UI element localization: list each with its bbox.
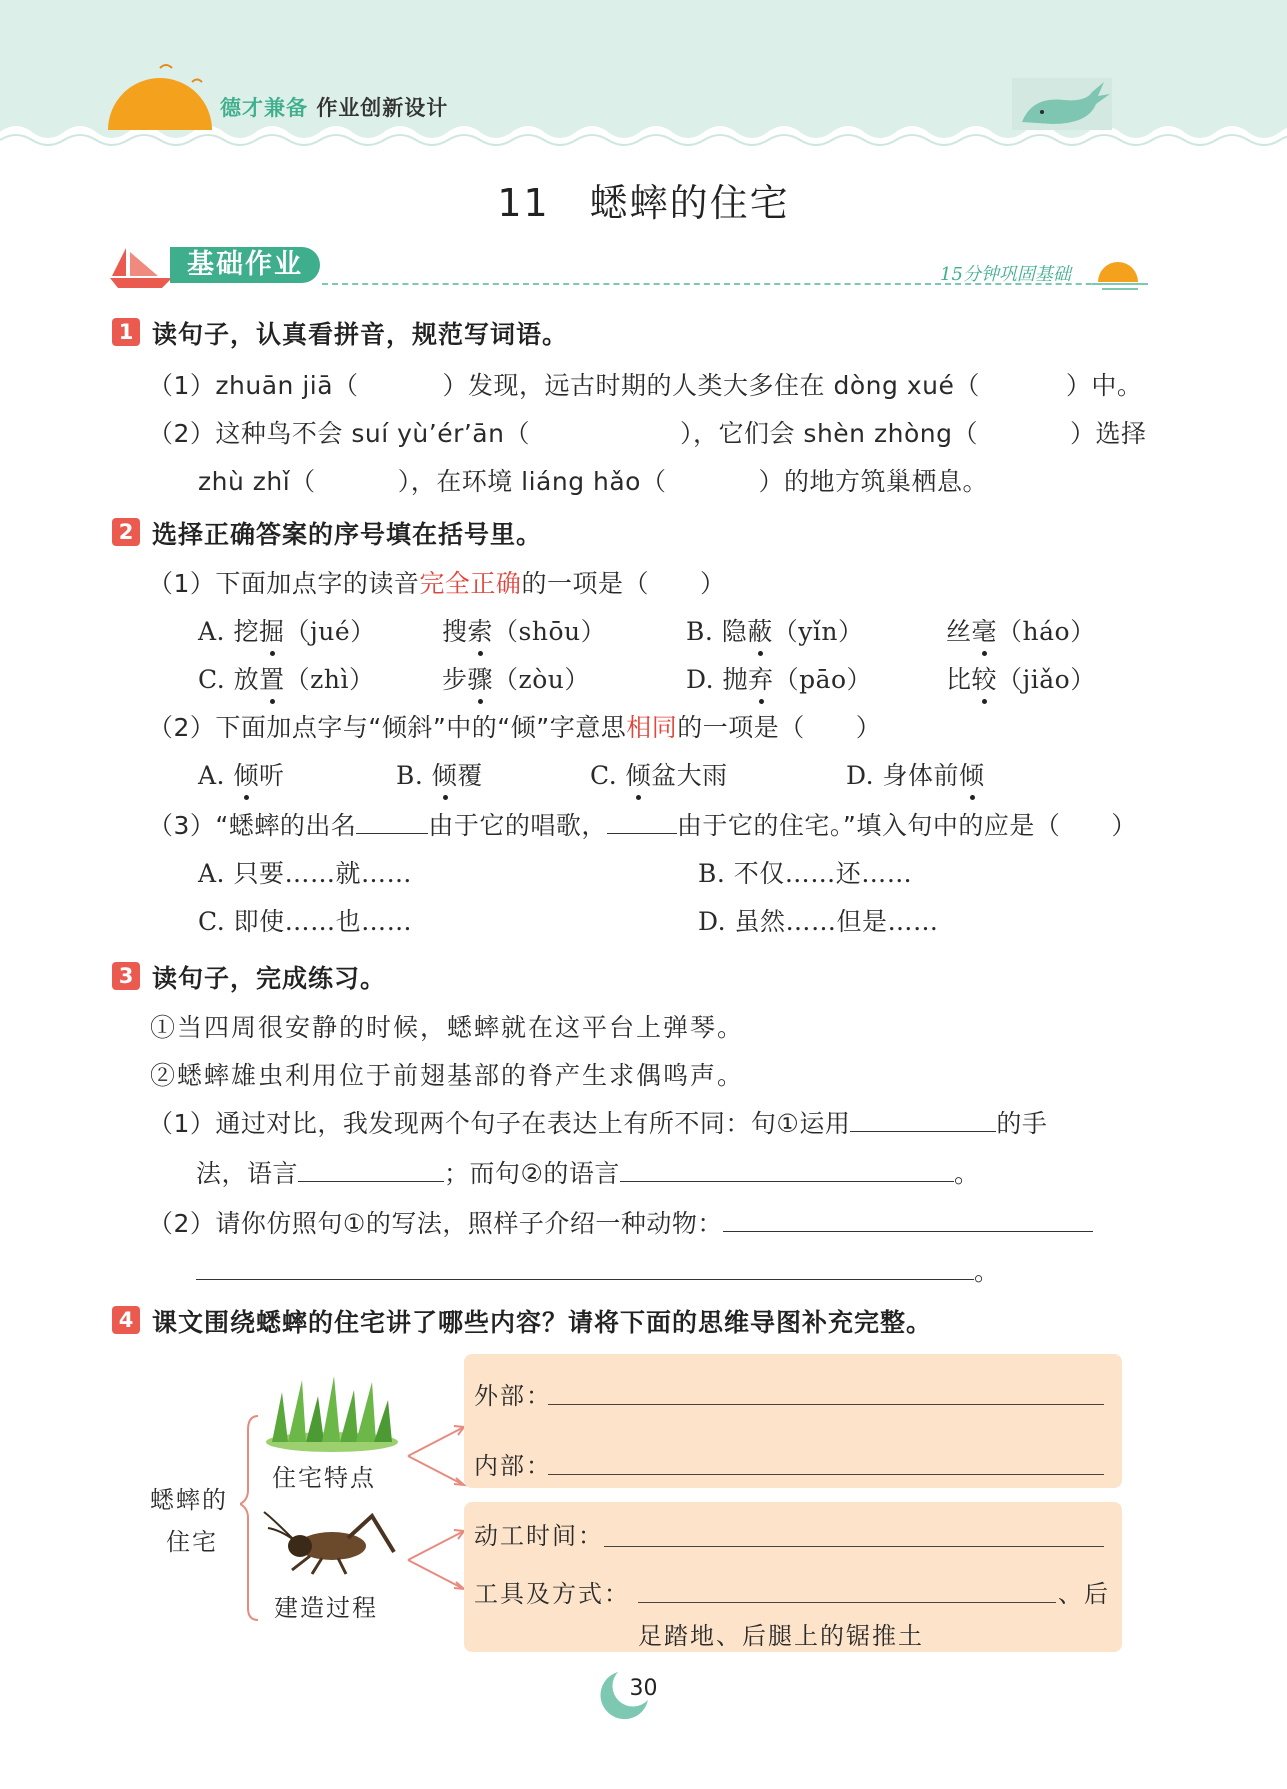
dotted-char: 倾 [626,756,652,792]
q4-number: 4 [112,1306,140,1334]
q3-p1b: 的手 [996,1109,1048,1138]
q3-p1c: 法，语言 [196,1159,299,1188]
q3-sentence1: ①当四周很安静的时候，蟋蟀就在这平台上弹琴。 [150,1013,745,1042]
pinyin: （pāo） [773,665,873,694]
q2-opt-a2 [442,612,606,648]
q4-heading: 课文围绕蟋蟀的住宅讲了哪些内容？请将下面的思维导图补充完整。 [152,1308,933,1337]
opt-text: A. 挖 [198,617,259,646]
mindmap-root-line2: 住宅 [166,1528,218,1556]
q2-s1-post: 的一项是（ ） [521,569,726,598]
q3-blank-lang1[interactable] [298,1159,444,1182]
q3-p1e: 。 [953,1159,980,1188]
opt-text: C. [198,665,234,694]
q1-l3a: zhù zhǐ（ [198,467,316,496]
q2-2-opt-b [396,756,483,792]
dotted-char: 毫 [972,612,998,648]
mindmap-time-blank[interactable] [604,1546,1104,1547]
mindmap-outer-label: 外部： [474,1382,552,1410]
brand-title [220,92,448,122]
opt-text: A. [198,761,234,790]
q3-p2: （2）请你仿照句①的写法，照样子介绍一种动物： [148,1209,723,1238]
mindmap-branch-process: 建造过程 [274,1594,378,1622]
grass-icon [262,1372,402,1452]
q2-heading: 选择正确答案的序号填在括号里。 [152,520,543,549]
q2-s2-highlight: 相同 [626,713,678,742]
dotted-char: 倾 [959,756,985,792]
q3-number: 3 [112,962,140,990]
dotted-char: 蔽 [747,612,773,648]
q2-s3-blank2[interactable] [607,811,677,834]
mindmap-tool-line2: 足踏地、后腿上的锯推土 [638,1622,924,1650]
dotted-char: 较 [972,660,998,696]
q2-sub2 [148,708,881,744]
mindmap-outer-blank[interactable] [548,1404,1104,1405]
q3-blank-animal2[interactable] [196,1257,974,1280]
small-sun-icon [1092,252,1148,292]
opt-text: B. 隐 [686,617,748,646]
mindmap-branch-features: 住宅特点 [272,1464,376,1492]
q2-s1-highlight: 完全正确 [419,569,522,598]
q2-s3a: （3）“蟋蟀的出名 [148,811,357,840]
section-note: 15分钟巩固基础 [940,264,1071,285]
q2-2-opt-a [198,756,284,792]
mindmap-tool-suffix: 、后 [1058,1580,1110,1608]
q1-l2c: ）选择 [1069,419,1147,448]
mindmap-time-label: 动工时间： [474,1522,604,1550]
page-number: 30 [629,1676,658,1701]
q1-line1 [148,366,1142,402]
brand-dark: 作业创新设计 [316,96,449,120]
q3-heading: 读句子，完成练习。 [152,964,387,993]
mindmap-inner-label: 内部： [474,1452,552,1480]
q2-3-opt-c: C. 即使……也…… [198,907,413,936]
opt-text: 覆 [457,761,483,790]
q2-3-opt-a: A. 只要……就…… [198,859,412,888]
q1-l1b: ）发现，远古时期的人类大多住在 dòng xué（ [442,371,980,400]
opt-text: 听 [258,761,285,790]
q3-p1a: （1）通过对比，我发现两个句子在表达上有所不同：句①运用 [148,1109,851,1138]
pinyin: （yǐn） [772,617,864,646]
q2-opt-a1 [198,612,376,648]
q2-2-opt-c [590,756,728,792]
opt-text: 丝 [946,617,972,646]
section-label: 基础作业 [170,247,320,283]
q2-s2-post: 的一项是（ ） [677,713,882,742]
dotted-char: 倾 [432,756,458,792]
mindmap-box-features [464,1354,1122,1488]
q2-3-opt-d: D. 虽然……但是…… [698,907,939,936]
q3-sub1-line1 [148,1104,1047,1140]
q2-opt-b1 [686,612,864,648]
opt-text: D. 身体前 [846,761,960,790]
pinyin: （jué） [284,617,376,646]
mindmap-tool-label: 工具及方式： [474,1580,630,1608]
q3-p1d: ；而句②的语言 [444,1159,620,1188]
sun-icon [100,60,220,130]
q2-s2-pre: （2）下面加点字与“倾斜”中的“倾”字意思 [148,713,627,742]
q2-opt-c2 [442,660,590,696]
mindmap-inner-blank[interactable] [548,1474,1104,1475]
q1-line3 [198,462,988,498]
opt-text: 搜 [442,617,468,646]
dotted-char: 骤 [468,660,494,696]
brand-green: 德才兼备 [220,96,308,120]
dotted-char: 掘 [259,612,285,648]
q3-sentence2: ②蟋蟀雄虫利用位于前翅基部的脊产生求偶鸣声。 [150,1061,745,1090]
q3-blank-animal1[interactable] [723,1209,1093,1232]
q3-blank-lang2[interactable] [620,1159,954,1182]
q1-l3b: ），在环境 liáng hǎo（ [397,467,667,496]
opt-text: C. [590,761,626,790]
dotted-char: 索 [468,612,494,648]
q3-sub2-line2 [196,1252,1000,1288]
q1-l2b: ），它们会 shèn zhòng（ [679,419,978,448]
q2-number: 2 [112,518,140,546]
whale-icon [1012,78,1112,130]
q1-l1a: （1）zhuān jiā（ [148,371,359,400]
q2-opt-d1 [686,660,872,696]
pinyin: （zhì） [284,665,375,694]
q2-opt-c1 [198,660,374,696]
q3-sub1-line2 [196,1154,979,1190]
pinyin: （shōu） [493,617,607,646]
dotted-char: 置 [259,660,285,696]
pinyin: （zòu） [493,665,590,694]
q3-blank-technique[interactable] [850,1109,996,1132]
q2-sub1 [148,564,725,600]
opt-text: 步 [442,665,468,694]
opt-char: 放 [233,665,260,694]
q2-s3-blank1[interactable] [356,811,428,834]
q1-l2a: （2）这种鸟不会 suí yù’ér’ān（ [148,419,530,448]
dotted-char: 倾 [233,756,259,792]
q3-sub2 [148,1204,1093,1240]
q2-opt-b2 [946,612,1096,648]
q2-s1-pre: （1）下面加点字的读音 [148,569,420,598]
opt-text: 比 [946,665,972,694]
opt-text: D. 抛 [686,665,749,694]
q2-s3b: 由于它的唱歌， [428,811,607,840]
q1-line2 [148,414,1146,450]
mindmap-root-line1: 蟋蟀的 [150,1486,228,1514]
pinyin: （jiǎo） [997,665,1096,694]
q2-s3c: 由于它的住宅。”填入句中的应是（ ） [676,811,1137,840]
q2-3-opt-b: B. 不仅……还…… [698,859,913,888]
pinyin: （háo） [997,617,1096,646]
opt-text: 盆大雨 [651,761,728,790]
q1-number: 1 [112,318,140,346]
sailboat-icon [108,246,174,290]
q2-2-opt-d [846,756,985,792]
dotted-char: 弃 [748,660,774,696]
q1-l1c: ）中。 [1065,371,1143,400]
q3-p2end: 。 [974,1257,1000,1286]
q2-sub3 [148,806,1137,842]
q2-opt-d2 [946,660,1096,696]
q1-l3c: ）的地方筑巢栖息。 [758,467,988,496]
cricket-icon [262,1508,402,1578]
mindmap-tool-blank[interactable] [638,1602,1056,1603]
page-title: 11 蟋蟀的住宅 [497,181,790,225]
q1-heading: 读句子，认真看拼音，规范写词语。 [152,320,569,349]
opt-text: B. [396,761,432,790]
